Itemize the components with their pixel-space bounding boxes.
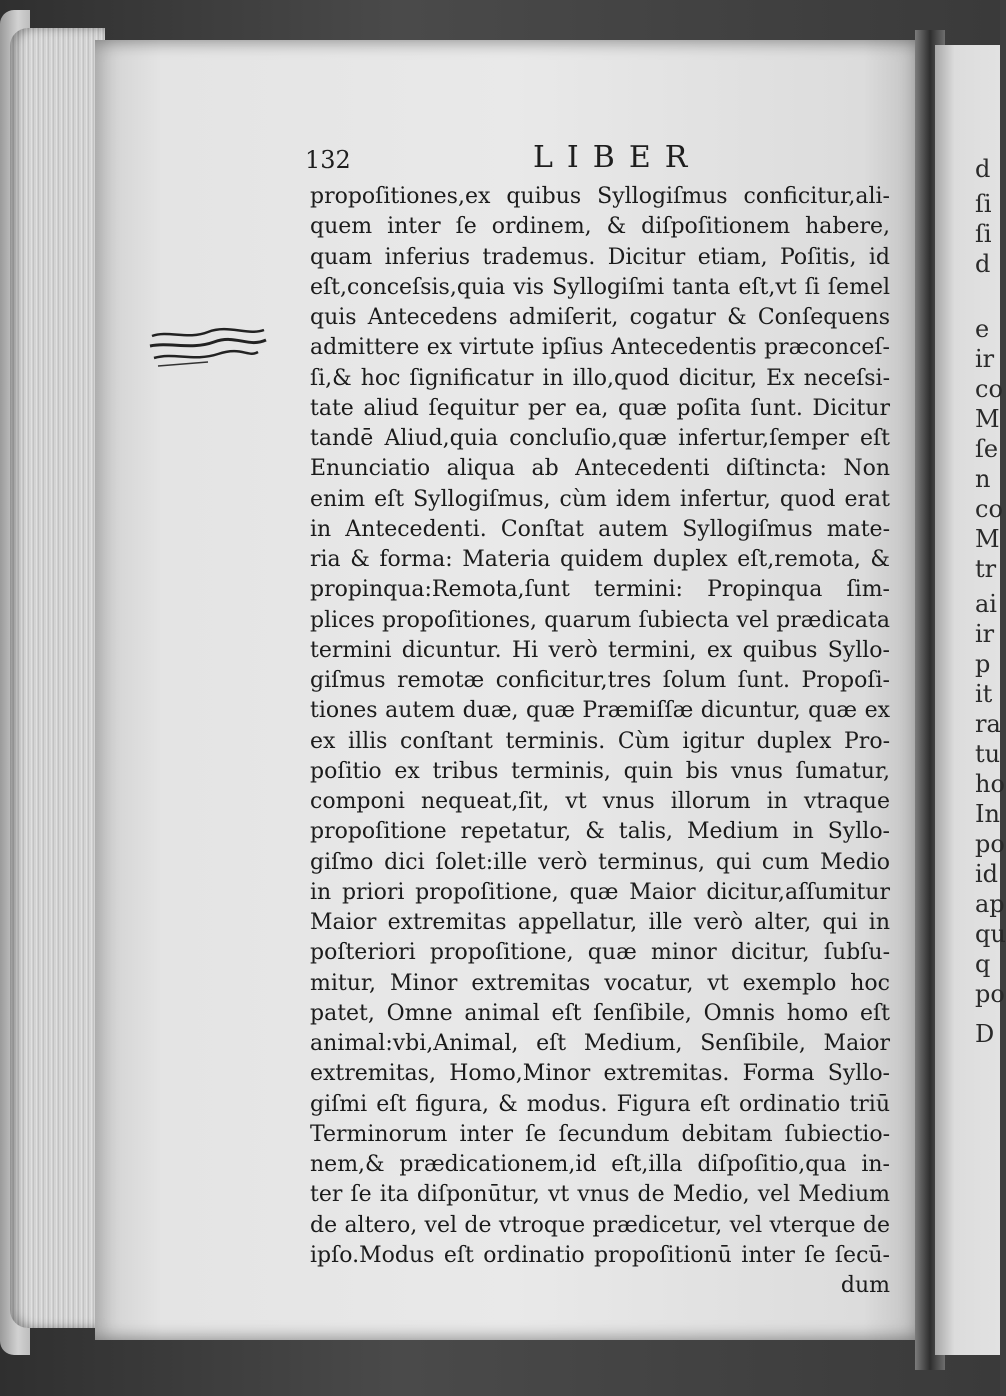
facing-page-fragment: it — [975, 680, 993, 708]
text-line: Terminorum inter ſe ſecundum debitam ſubiectio- — [310, 1121, 890, 1147]
text-line: Enunciatio aliqua ab Antecedenti diſtincta: Non — [310, 456, 890, 482]
facing-page-fragment: co — [975, 375, 1003, 403]
text-line: animal:vbi,Animal, eſt Medium, Senſibile, Maior — [310, 1031, 890, 1056]
text-line: giſmus remotæ conficitur,tres ſolum ſunt. Propoſi- — [310, 668, 890, 693]
facing-page-fragment: qu — [975, 920, 1006, 948]
text-line: ria & forma: Materia quidem duplex eſt,remota, & — [310, 547, 890, 572]
facing-page-fragment: ſi — [975, 190, 992, 218]
text-line: ter ſe ita diſponūtur, vt vnus de Medio, vel Medium — [310, 1182, 890, 1208]
text-line: quem inter ſe ordinem, & diſpoſitionem habere, — [310, 214, 890, 240]
facing-page-fragment: e — [975, 315, 990, 343]
text-line: tandē Aliud,quia concluſio,quæ infertur,ſemper eſt — [310, 426, 890, 451]
running-head: LIBER — [533, 140, 702, 175]
text-line: tate aliud ſequitur per ea, quæ poſita ſunt. Dicitur — [310, 395, 890, 421]
text-line: admittere ex virtute ipſius Antecedentis præconceſ- — [310, 335, 890, 361]
page-header — [305, 140, 725, 180]
facing-page-fragment: n — [975, 465, 991, 493]
text-line: in Antecedenti. Conſtat autem Syllogiſmus mate- — [310, 516, 890, 542]
facing-page-fragment: ap — [975, 890, 1005, 918]
text-line: enim eſt Syllogiſmus, cùm idem infertur, quod erat — [310, 486, 890, 512]
text-line: propoſitiones,ex quibus Syllogiſmus conficitur,ali- — [310, 184, 890, 209]
text-line: ex illis conſtant terminis. Cùm igitur duplex Pro- — [310, 728, 890, 754]
facing-page-fragment: ir — [975, 620, 995, 648]
right-page-fragment — [935, 45, 1006, 1355]
text-line: giſmi eſt figura, & modus. Figura eſt ordinatio triū — [310, 1091, 890, 1117]
text-line: dum — [840, 1273, 890, 1298]
facing-page-fragment: ra — [975, 710, 1001, 738]
text-line: mitur, Minor extremitas vocatur, vt exemplo hoc — [310, 970, 890, 996]
facing-page-fragment: ſi — [975, 220, 992, 248]
facing-page-fragment: M — [975, 525, 1000, 553]
facing-page-fragment: M — [975, 405, 1000, 433]
facing-page-fragment: ir — [975, 345, 995, 373]
text-line: termini dicuntur. Hi verò termini, ex quibus Syllo- — [310, 637, 890, 663]
text-line: propinqua:Remota,ſunt termini: Propinqua ſim- — [310, 577, 890, 603]
marginal-annotation-icon — [148, 322, 268, 372]
text-line: Maior extremitas appellatur, ille verò alter, qui in — [310, 910, 890, 935]
text-line: de altero, vel de vtroque prædicetur, vel vterque de — [310, 1212, 890, 1238]
text-line: componi nequeat,ſit, vt vnus illorum in vtraque — [310, 789, 890, 814]
facing-page-fragment: d — [975, 250, 991, 278]
text-line: poſteriori propoſitione, quæ minor dicitur, ſubſu- — [310, 940, 890, 966]
page-number: 132 — [305, 146, 351, 174]
facing-page-fragment: po — [975, 830, 1005, 858]
text-line: eſt,conceſsis,quia vis Syllogiſmi tanta eſt,vt ſi ſemel — [310, 274, 890, 300]
text-line: poſitio ex tribus terminis, quin bis vnus ſumatur, — [310, 758, 890, 784]
facing-page-fragment: ai — [975, 590, 997, 618]
text-line: giſmo dici ſolet:ille verò terminus, qui cum Medio — [310, 849, 890, 875]
facing-page-fragment: tu — [975, 740, 1001, 768]
facing-page-fragment: q — [975, 950, 991, 978]
text-line: patet, Omne animal eſt ſenſibile, Omnis homo eſt — [310, 1000, 890, 1026]
text-line: propoſitione repetatur, & talis, Medium in Syllo- — [310, 819, 890, 845]
facing-page-fragment: po — [975, 980, 1005, 1008]
text-line: in priori propoſitione, quæ Maior dicitur,aſſumitur — [310, 879, 890, 905]
facing-page-fragment: ſe — [975, 435, 999, 463]
text-line: ſi,& hoc ſignificatur in illo,quod dicitur, Ex neceſsi- — [310, 365, 890, 391]
page-edges — [10, 28, 105, 1328]
facing-page-fragment: id — [975, 860, 999, 888]
text-line: ipſo.Modus eſt ordinatio propoſitionū inter ſe ſecū- — [310, 1242, 890, 1268]
facing-page-fragment: tr — [975, 555, 997, 583]
facing-page-fragment: co — [975, 495, 1003, 523]
text-line: extremitas, Homo,Minor extremitas. Forma Syllo- — [310, 1061, 890, 1087]
text-line: plices propoſitiones, quarum ſubiecta vel prædicata — [310, 607, 890, 633]
text-line: tiones autem duæ, quæ Præmiſſæ dicuntur, quæ ex — [310, 698, 890, 724]
body-text — [310, 182, 890, 1301]
text-line: quis Antecedens admiſerit, cogatur & Conſequens — [310, 305, 890, 330]
text-line: quam inferius trademus. Dicitur etiam, Poſitis, id — [310, 244, 890, 270]
facing-page-fragment: D — [975, 1020, 995, 1048]
facing-page-fragment: p — [975, 650, 991, 678]
text-line: nem,& prædicationem,id eſt,illa diſpoſitio,qua in- — [310, 1152, 890, 1177]
facing-page-fragment: In — [975, 800, 1000, 828]
facing-page-fragment: ho — [975, 770, 1005, 798]
facing-page-fragment: d — [975, 155, 991, 183]
